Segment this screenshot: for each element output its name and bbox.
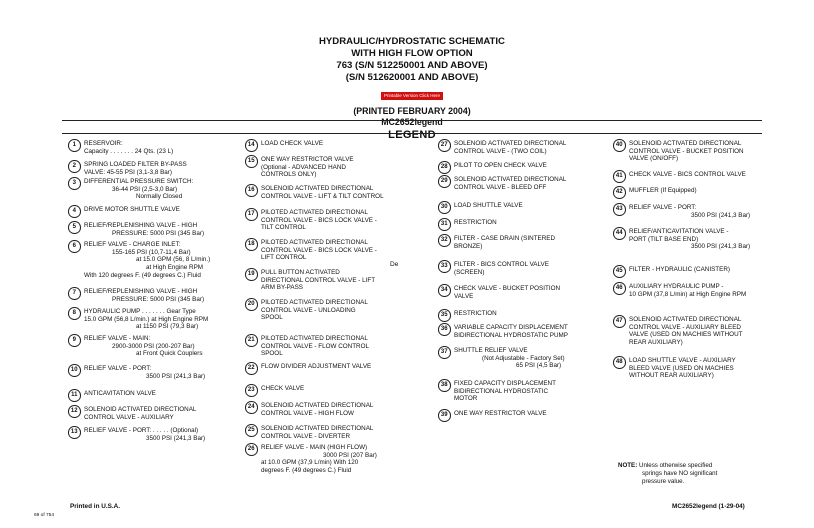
description-line: at Front Quick Couplers: [136, 350, 203, 358]
legend-item-description: [629, 171, 791, 179]
description-line: CHECK VALVE - BUCKET POSITION: [454, 285, 561, 292]
item-number-badge: 25: [245, 424, 258, 437]
legend-item-description: [454, 285, 616, 300]
description-line: ONE WAY RESTRICTOR VALVE: [454, 410, 547, 417]
legend-item-description: [84, 390, 246, 398]
description-line: BRONZE): [454, 242, 483, 250]
description-line: CONTROL VALVE - BICS LOCK VALVE -: [261, 246, 377, 254]
description-line: FIXED CAPACITY DISPLACEMENT: [454, 380, 556, 387]
description-line: PILOTED ACTIVATED DIRECTIONAL: [261, 335, 368, 342]
legend-item-description: [454, 162, 616, 170]
description-line: SOLENOID ACTIVATED DIRECTIONAL: [454, 176, 567, 183]
legend-item-description: [261, 425, 423, 440]
description-line: 3500 PSI (241,3 Bar): [146, 372, 206, 380]
item-number-badge: 8: [68, 307, 81, 320]
description-line: VALVE (ON/OFF): [629, 155, 679, 163]
legend-item-description: [84, 308, 246, 331]
legend-item-description: [261, 363, 423, 371]
item-number-badge: 14: [245, 139, 258, 152]
legend-item-description: [84, 288, 246, 303]
description-line: ANTICAVITATION VALVE: [84, 390, 156, 397]
legend-item-description: [454, 202, 616, 210]
item-number-badge: 18: [245, 238, 258, 251]
legend-item-description: [84, 140, 246, 155]
description-line: PILOTED ACTIVATED DIRECTIONAL: [261, 239, 368, 246]
description-line: HYDRAULIC PUMP . . . . . . . Gear Type: [84, 308, 196, 315]
item-number-badge: 29: [438, 175, 451, 188]
item-number-badge: 39: [438, 409, 451, 422]
description-line: PILOTED ACTIVATED DIRECTIONAL: [261, 209, 368, 216]
description-line: Capacity . . . . . . . 24 Qts. (23 L): [84, 147, 174, 155]
description-line: at 15.0 GPM (56, 8 L/min.): [136, 256, 211, 264]
clipped-text-fragment: De: [390, 261, 399, 268]
item-number-badge: 15: [245, 155, 258, 168]
description-line: CHECK VALVE: [261, 385, 305, 392]
description-line: RELIEF VALVE - MAIN:: [84, 335, 151, 342]
item-number-badge: 48: [613, 356, 626, 369]
legend-item-description: [84, 206, 246, 214]
description-line: AUXILIARY HYDRAULIC PUMP -: [629, 283, 724, 290]
legend-item-description: [261, 385, 423, 393]
description-line: 3500 PSI (241,3 Bar): [691, 211, 751, 219]
legend-item-description: [629, 283, 791, 298]
header-divider-top: [62, 120, 762, 121]
legend-item-description: [261, 269, 423, 292]
item-number-badge: 43: [613, 203, 626, 216]
description-line: CONTROL VALVE - BICS LOCK VALVE -: [261, 216, 377, 224]
description-line: TILT CONTROL: [261, 224, 306, 232]
description-line: CONTROL VALVE - AUXILIARY BLEED: [629, 323, 741, 331]
legend-item-description: [84, 222, 246, 237]
description-line: PULL BUTTON ACTIVATED: [261, 269, 340, 276]
description-line: RELIEF VALVE - PORT:: [84, 365, 152, 372]
description-line: PRESSURE: 5000 PSI (345 Bar): [112, 229, 205, 237]
description-line: MOTOR: [454, 395, 478, 403]
item-number-badge: 10: [68, 364, 81, 377]
legend-item-description: [84, 241, 246, 280]
printed-in-footer: Printed in U.S.A.: [70, 503, 121, 510]
description-line: 155-165 PSI (10,7-11,4 Bar): [112, 248, 191, 256]
page-number: 69 of 754: [34, 513, 55, 518]
note-line: pressure value.: [642, 478, 685, 485]
legend-item-description: [261, 239, 423, 262]
legend-item-description: [261, 299, 423, 322]
legend-item-description: [261, 402, 423, 417]
legend-item-description: [629, 316, 791, 347]
item-number-badge: 9: [68, 334, 81, 347]
description-line: BLEED VALVE (USED ON MACHIES: [629, 364, 734, 372]
legend-item-description: [84, 427, 246, 442]
legend-item-description: [84, 365, 246, 380]
legend-item-description: [629, 357, 791, 380]
description-line: BIDIRECTIONAL HYDROSTATIC PUMP: [454, 331, 568, 339]
title-line: WITH HIGH FLOW OPTION: [351, 48, 473, 59]
description-line: SOLENOID ACTIVATED DIRECTIONAL: [261, 402, 374, 409]
description-line: RELIEF/ANTICAVITATION VALVE -: [629, 228, 729, 235]
description-line: FILTER - HYDRAULIC (CANISTER): [629, 266, 730, 273]
description-line: CONTROL VALVE - DIVERTER: [261, 432, 350, 440]
legend-item-description: [454, 235, 616, 250]
schematic-header: [262, 36, 562, 141]
legend-item-description: [629, 204, 791, 219]
description-line: CONTROLS ONLY): [261, 171, 317, 179]
description-line: CONTROL VALVE - UNLOADING: [261, 306, 356, 314]
description-line: VALVE (USED ON MACHIES WITHOUT: [629, 331, 743, 339]
description-line: CONTROL VALVE - HIGH FLOW: [261, 409, 354, 417]
legend-item-description: [261, 209, 423, 232]
description-line: 65 PSI (4,5 Bar): [516, 362, 562, 370]
description-line: SOLENOID ACTIVATED DIRECTIONAL: [261, 425, 374, 432]
item-number-badge: 46: [613, 282, 626, 295]
item-number-badge: 42: [613, 186, 626, 199]
description-line: CONTROL VALVE - BLEED OFF: [454, 183, 547, 191]
item-number-badge: 2: [68, 160, 81, 173]
description-line: DIFFERENTIAL PRESSURE SWITCH:: [84, 178, 194, 185]
description-line: RESERVOIR:: [84, 140, 123, 147]
description-line: RESTRICTION: [454, 219, 497, 226]
description-line: CONTROL VALVE - FLOW CONTROL: [261, 342, 369, 350]
description-line: FILTER - BICS CONTROL VALVE: [454, 261, 549, 268]
description-line: WITHOUT REAR AUXILIARY): [629, 372, 714, 380]
item-number-badge: 13: [68, 426, 81, 439]
description-line: SPOOL: [261, 350, 283, 358]
legend-item-description: [261, 185, 423, 200]
description-line: CHECK VALVE - BICS CONTROL VALVE: [629, 171, 746, 178]
description-line: CONTROL VALVE - (TWO COIL): [454, 147, 547, 155]
description-line: CONTROL VALVE - LIFT & TILT CONTROL: [261, 192, 384, 200]
legend-item-description: [84, 406, 246, 421]
item-number-badge: 45: [613, 265, 626, 278]
description-line: PRESSURE: 5000 PSI (345 Bar): [112, 295, 205, 303]
item-number-badge: 7: [68, 287, 81, 300]
description-line: MUFFLER (If Equipped): [629, 187, 697, 194]
description-line: RELIEF VALVE - PORT: . . . . . (Optional): [84, 427, 199, 434]
description-line: (Not Adjustable - Factory Set): [482, 354, 565, 362]
item-number-badge: 27: [438, 139, 451, 152]
description-line: PILOT TO OPEN CHECK VALVE: [454, 162, 547, 169]
description-line: RELIEF VALVE - MAIN (HIGH FLOW): [261, 444, 368, 451]
description-line: 36-44 PSI (2,5-3,0 Bar): [112, 185, 178, 193]
description-line: 3000 PSI (207 Bar): [323, 451, 377, 459]
description-line: (SCREEN): [454, 268, 485, 276]
description-line: RESTRICTION: [454, 310, 497, 317]
legend-item-description: [629, 187, 791, 195]
description-line: DIRECTIONAL CONTROL VALVE - LIFT: [261, 276, 376, 284]
item-number-badge: 3: [68, 177, 81, 190]
description-line: SOLENOID ACTIVATED DIRECTIONAL: [84, 406, 197, 413]
description-line: RELIEF VALVE - PORT:: [629, 204, 697, 211]
item-number-badge: 38: [438, 379, 451, 392]
item-number-badge: 24: [245, 401, 258, 414]
description-line: SOLENOID ACTIVATED DIRECTIONAL: [629, 140, 742, 147]
description-line: RELIEF/REPLENISHING VALVE - HIGH: [84, 288, 198, 295]
description-line: Normally Closed: [136, 193, 183, 201]
description-line: ONE WAY RESTRICTOR VALVE: [261, 156, 354, 163]
legend-item-description: [454, 324, 616, 339]
printable-version-button[interactable]: Printable Version Click Here: [381, 92, 443, 100]
legend-item-description: [261, 444, 423, 475]
item-number-badge: 11: [68, 389, 81, 402]
item-number-badge: 37: [438, 346, 451, 359]
item-number-badge: 44: [613, 227, 626, 240]
description-line: RELIEF VALVE - CHARGE INLET:: [84, 241, 181, 248]
description-line: LIFT CONTROL: [261, 254, 307, 262]
item-number-badge: 28: [438, 161, 451, 174]
legend-item-description: [629, 140, 791, 163]
description-line: 15.0 GPM (56,8 L/min.) at High Engine RPM: [84, 315, 209, 323]
description-line: LOAD CHECK VALVE: [261, 140, 324, 147]
legend-item-description: [454, 410, 616, 418]
description-line: VALVE: [454, 292, 474, 300]
legend-reference: MC2652legend: [381, 117, 443, 127]
description-line: LOAD SHUTTLE VALVE: [454, 202, 523, 209]
description-line: With 120 degrees F. (49 degrees C.) Fluid: [84, 271, 201, 279]
item-number-badge: 30: [438, 201, 451, 214]
legend-item-description: [454, 380, 616, 403]
title-line: 763 (S/N 512250001 AND ABOVE): [336, 60, 488, 71]
note-line: springs have NO significant: [642, 470, 718, 477]
description-line: at 1150 PSI (79,3 Bar): [136, 323, 199, 331]
description-line: CONTROL VALVE - AUXILIARY: [84, 413, 174, 421]
description-line: VARIABLE CAPACITY DISPLACEMENT: [454, 324, 568, 331]
legend-item-description: [84, 335, 246, 358]
description-line: 3500 PSI (241,3 Bar): [146, 434, 206, 442]
description-line: SOLENOID ACTIVATED DIRECTIONAL: [261, 185, 374, 192]
item-number-badge: 41: [613, 170, 626, 183]
legend-item-description: [261, 156, 423, 179]
item-number-badge: 34: [438, 284, 451, 297]
item-number-badge: 19: [245, 268, 258, 281]
description-line: SPOOL: [261, 314, 283, 322]
legend-heading: LEGEND: [388, 129, 436, 141]
description-line: 3500 PSI (241,3 Bar): [691, 243, 751, 251]
item-number-badge: 1: [68, 139, 81, 152]
description-line: VALVE: 45-55 PSI (3,1-3,8 Bar): [84, 168, 172, 176]
header-divider-bottom: [62, 133, 762, 134]
title-line: HYDRAULIC/HYDROSTATIC SCHEMATIC: [318, 36, 505, 47]
legend-item-description: [454, 219, 616, 227]
note-label: NOTE:: [618, 462, 638, 469]
description-line: BIDIRECTIONAL HYDROSTATIC: [454, 387, 548, 395]
description-line: 10 GPM (37,8 L/min) at High Engine RPM: [629, 290, 747, 298]
description-line: FLOW DIVIDER ADJUSTMENT VALVE: [261, 363, 372, 370]
description-line: PILOTED ACTIVATED DIRECTIONAL: [261, 299, 368, 306]
description-line: REAR AUXILIARY): [629, 339, 683, 347]
legend-item-description: [454, 176, 616, 191]
description-line: DRIVE MOTOR SHUTTLE VALVE: [84, 206, 180, 213]
item-number-badge: 4: [68, 205, 81, 218]
legend-item-description: [84, 178, 246, 201]
legend-item-description: [629, 228, 791, 251]
description-line: PORT (TILT BASE END): [629, 235, 699, 243]
item-number-badge: 47: [613, 315, 626, 328]
item-number-badge: 40: [613, 139, 626, 152]
legend-item-description: [454, 140, 616, 155]
description-line: at High Engine RPM: [146, 264, 204, 272]
description-line: at 10.0 GPM (37,9 L/min) With 120: [261, 459, 359, 467]
description-line: FILTER - CASE DRAIN (SINTERED: [454, 235, 555, 242]
description-line: SHUTTLE RELIEF VALVE: [454, 347, 528, 354]
legend-item-description: [454, 347, 616, 370]
item-number-badge: 31: [438, 218, 451, 231]
legend-item-description: [261, 335, 423, 358]
legend-item-description: [454, 261, 616, 276]
item-number-badge: 35: [438, 309, 451, 322]
legend-item-description: [629, 266, 791, 274]
legend-item-description: [84, 161, 246, 176]
printed-date: (PRINTED FEBRUARY 2004): [353, 106, 471, 116]
description-line: (Optional - ADVANCED HAND: [261, 163, 346, 171]
description-line: LOAD SHUTTLE VALVE - AUXILIARY: [629, 357, 736, 364]
description-line: 2900-3000 PSI (200-207 Bar): [112, 342, 195, 350]
note-line: Unless otherwise specified: [638, 462, 713, 469]
item-number-badge: 21: [245, 334, 258, 347]
legend-item-description: [261, 140, 423, 148]
legend-item-description: [454, 310, 616, 318]
description-line: SOLENOID ACTIVATED DIRECTIONAL: [629, 316, 742, 323]
item-number-badge: 12: [68, 405, 81, 418]
item-number-badge: 22: [245, 362, 258, 375]
item-number-badge: 5: [68, 221, 81, 234]
item-number-badge: 20: [245, 298, 258, 311]
item-number-badge: 23: [245, 384, 258, 397]
description-line: SPRING LOADED FILTER BY-PASS: [84, 161, 187, 168]
item-number-badge: 6: [68, 240, 81, 253]
title-line: (S/N 512620001 AND ABOVE): [345, 72, 479, 83]
description-line: RELIEF/REPLENISHING VALVE - HIGH: [84, 222, 198, 229]
item-number-badge: 26: [245, 443, 258, 456]
description-line: degrees F. (49 degrees C.) Fluid: [261, 467, 352, 475]
description-line: ARM BY-PASS: [261, 284, 303, 292]
item-number-badge: 17: [245, 208, 258, 221]
item-number-badge: 16: [245, 184, 258, 197]
springs-note: [618, 462, 717, 486]
item-number-badge: 32: [438, 234, 451, 247]
description-line: CONTROL VALVE - BUCKET POSITION: [629, 147, 744, 155]
document-ref-footer: MC2652legend (1-29-04): [672, 503, 745, 510]
description-line: SOLENOID ACTIVATED DIRECTIONAL: [454, 140, 567, 147]
item-number-badge: 33: [438, 260, 451, 273]
item-number-badge: 36: [438, 323, 451, 336]
